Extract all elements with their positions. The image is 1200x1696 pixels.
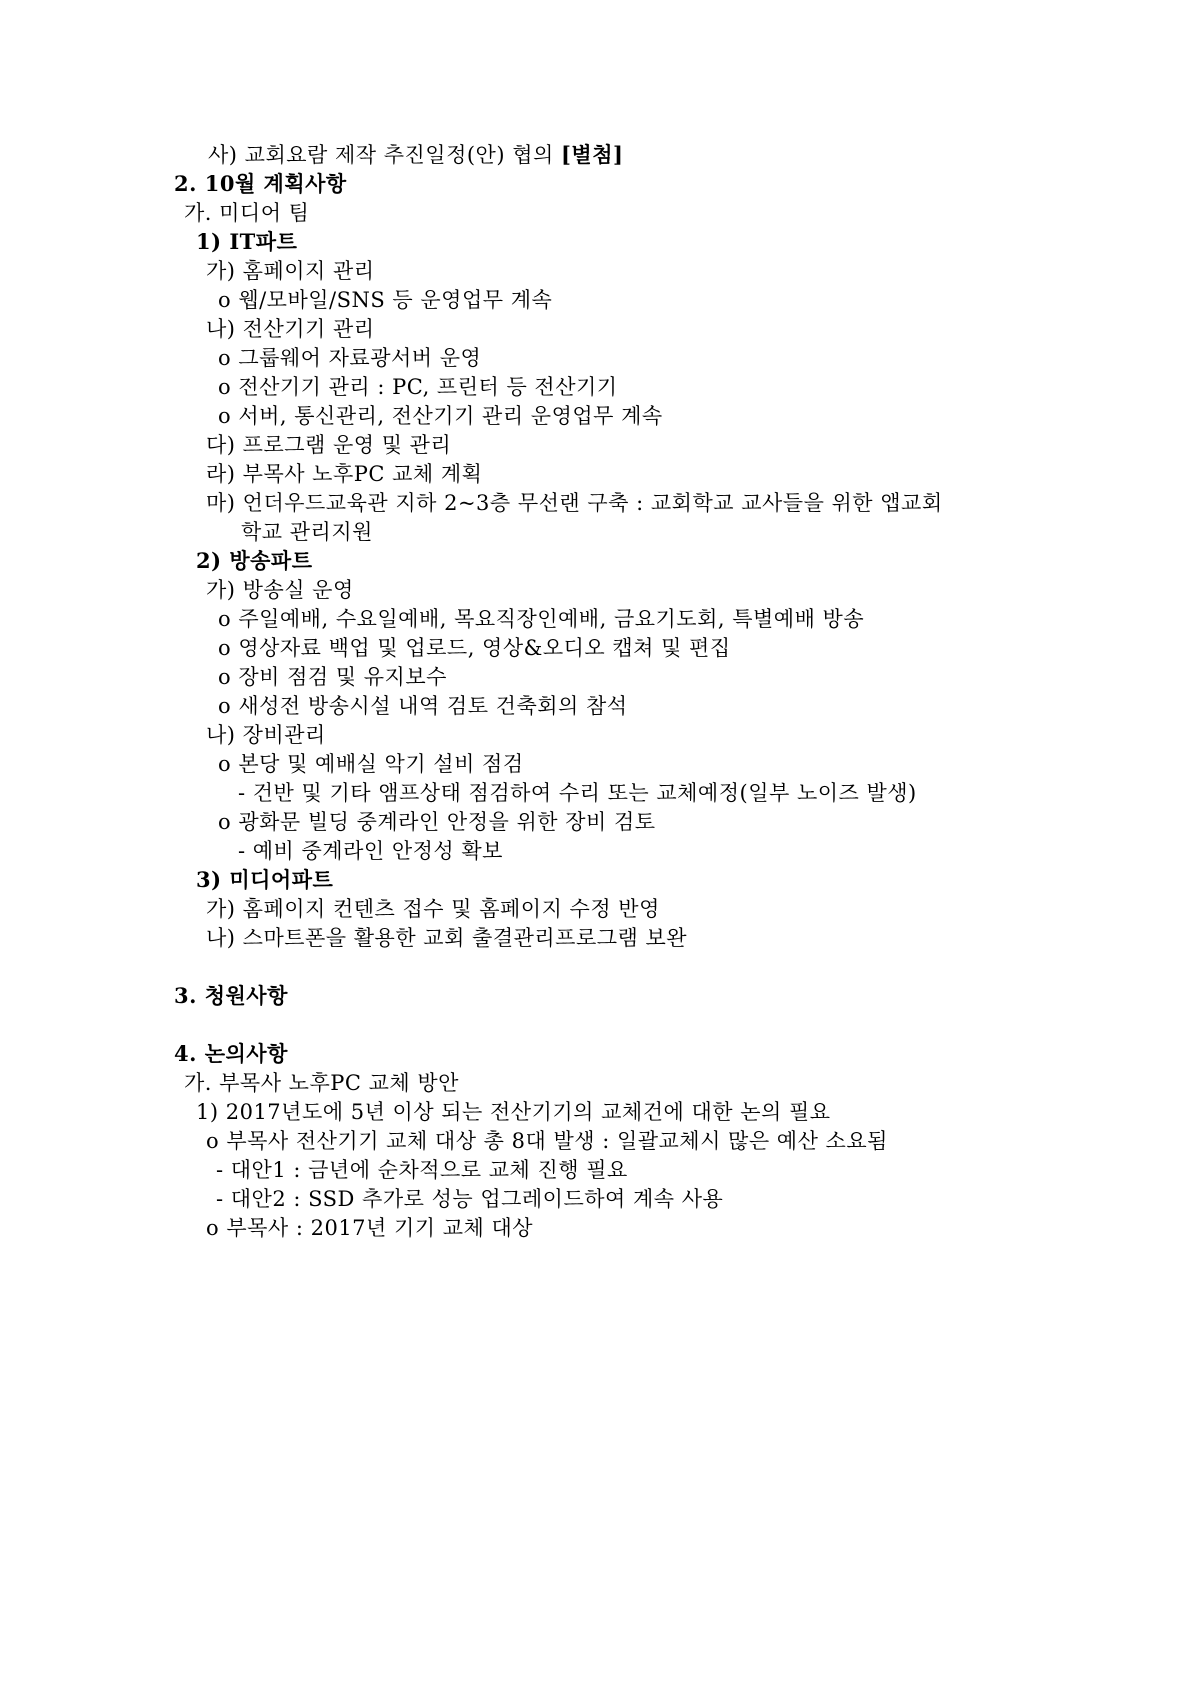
bc-na-2: o 광화문 빌딩 중계라인 안정을 위한 장비 검토 xyxy=(218,810,656,834)
bc-na-2a: - 예비 중계라인 안정성 확보 xyxy=(238,839,503,863)
bc-ga-3: o 장비 점검 및 유지보수 xyxy=(218,665,447,689)
bc-na: 나) 장비관리 xyxy=(206,723,326,747)
it-ma-cont: 학교 관리지원 xyxy=(241,520,373,544)
bc-na-1a: - 건반 및 기타 앰프상태 점검하여 수리 또는 교체예정(일부 노이즈 발생) xyxy=(238,781,917,805)
media-ga: 가) 홈페이지 컨텐츠 접수 및 홈페이지 수정 반영 xyxy=(206,897,660,921)
item-sa-text: 사) 교회요람 제작 추진일정(안) 협의 xyxy=(208,143,561,167)
sec4-item-1: 1) 2017년도에 5년 이상 되는 전산기기의 교체건에 대한 논의 필요 xyxy=(196,1100,831,1124)
it-na-3: o 서버, 통신관리, 전산기기 관리 운영업무 계속 xyxy=(218,404,663,428)
it-ra: 라) 부목사 노후PC 교체 계획 xyxy=(206,462,483,486)
sec4-alt-1: - 대안1 : 금년에 순차적으로 교체 진행 필요 xyxy=(216,1158,628,1182)
sec4-item-1-o1: o 부목사 전산기기 교체 대상 총 8대 발생 : 일괄교체시 많은 예산 소요됨 xyxy=(206,1129,888,1153)
it-part-title: 1) IT파트 xyxy=(196,229,298,254)
it-da: 다) 프로그램 운영 및 관리 xyxy=(206,433,452,457)
sec4-alt-2: - 대안2 : SSD 추가로 성능 업그레이드하여 계속 사용 xyxy=(216,1187,724,1211)
attachment-label: [별첨] xyxy=(560,142,624,167)
sec4-item-1-o2: o 부목사 : 2017년 기기 교체 대상 xyxy=(206,1216,534,1240)
sec4-ga: 가. 부목사 노후PC 교체 방안 xyxy=(184,1071,459,1095)
it-ga-1: o 웹/모바일/SNS 등 운영업무 계속 xyxy=(218,288,553,312)
it-na: 나) 전산기기 관리 xyxy=(206,317,375,341)
bc-ga: 가) 방송실 운영 xyxy=(206,578,354,602)
it-ma: 마) 언더우드교육관 지하 2~3층 무선랜 구축 : 교회학교 교사들을 위한 앱교회 xyxy=(206,491,943,515)
section-3-title: 3. 청원사항 xyxy=(174,983,288,1008)
section-2-media-team: 가. 미디어 팀 xyxy=(184,201,310,225)
item-sa xyxy=(208,141,623,169)
section-2-title: 2. 10월 계획사항 xyxy=(174,171,347,196)
bc-ga-2: o 영상자료 백업 및 업로드, 영상&오디오 캡쳐 및 편집 xyxy=(218,636,731,660)
it-ga: 가) 홈페이지 관리 xyxy=(206,259,375,283)
media-part-title: 3) 미디어파트 xyxy=(196,867,334,892)
it-na-2: o 전산기기 관리 : PC, 프린터 등 전산기기 xyxy=(218,375,618,399)
it-na-1: o 그룹웨어 자료광서버 운영 xyxy=(218,346,482,370)
bc-ga-4: o 새성전 방송시설 내역 검토 건축회의 참석 xyxy=(218,694,628,718)
broadcast-part-title: 2) 방송파트 xyxy=(196,548,313,573)
media-na: 나) 스마트폰을 활용한 교회 출결관리프로그램 보완 xyxy=(206,926,688,950)
bc-ga-1: o 주일예배, 수요일예배, 목요직장인예배, 금요기도회, 특별예배 방송 xyxy=(218,607,865,631)
section-4-title: 4. 논의사항 xyxy=(174,1041,288,1066)
bc-na-1: o 본당 및 예배실 악기 설비 점검 xyxy=(218,752,524,776)
